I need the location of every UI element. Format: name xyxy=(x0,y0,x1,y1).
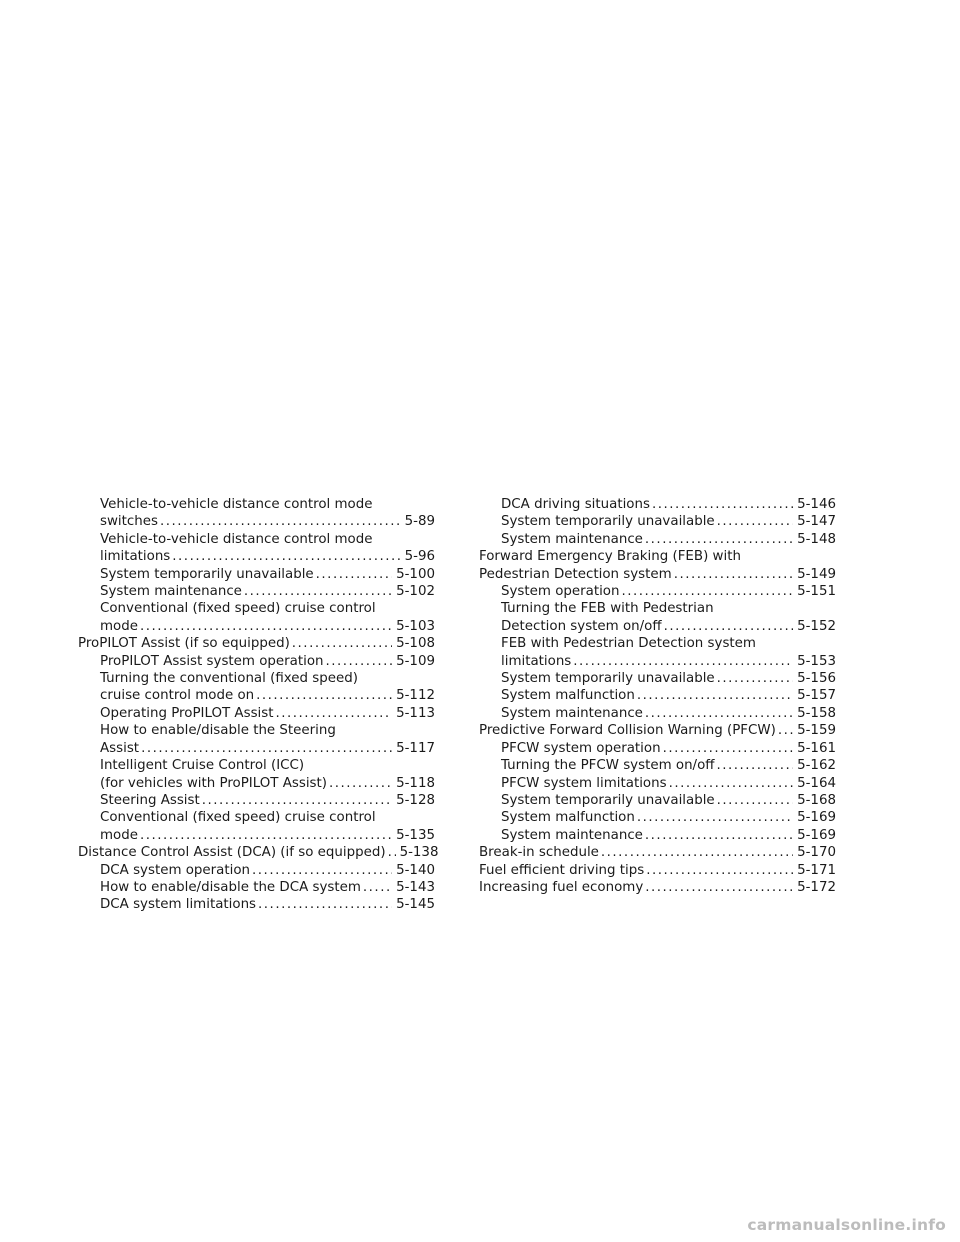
toc-entry-text: FEB with Pedestrian Detection system xyxy=(501,636,756,652)
toc-entry-text: Operating ProPILOT Assist xyxy=(100,705,274,721)
toc-entry-leader-row xyxy=(501,705,836,722)
toc-page-number: 5-143 xyxy=(396,879,435,895)
toc-entry-text: System temporarily unavailable xyxy=(100,566,314,582)
dot-leader xyxy=(674,566,793,583)
toc-entry-leader-row xyxy=(501,827,836,844)
toc-page-number: 5-148 xyxy=(797,531,836,547)
toc-entry-leader-row xyxy=(501,775,836,792)
toc-entry[interactable] xyxy=(78,531,435,566)
toc-page-number: 5-117 xyxy=(396,740,435,756)
toc-entry-leader-row xyxy=(501,583,836,600)
dot-leader xyxy=(717,670,793,687)
toc-entry[interactable] xyxy=(78,670,435,705)
dot-leader xyxy=(778,722,793,739)
toc-page-number: 5-103 xyxy=(396,618,435,634)
toc-entry[interactable] xyxy=(78,566,435,583)
toc-entry[interactable] xyxy=(78,792,435,809)
dot-leader xyxy=(637,687,793,704)
toc-entry-leader-row xyxy=(78,844,439,861)
toc-entry-text: mode xyxy=(100,618,138,634)
toc-entry-leader-row xyxy=(501,618,836,635)
toc-entry-text: Forward Emergency Braking (FEB) with xyxy=(479,549,741,565)
toc-page-number: 5-159 xyxy=(797,723,836,739)
toc-entry[interactable] xyxy=(78,862,435,879)
toc-entry[interactable] xyxy=(78,600,435,635)
toc-entry-leader-row xyxy=(501,670,836,687)
toc-entry-text: System temporarily unavailable xyxy=(501,671,715,687)
toc-page-number: 5-157 xyxy=(797,688,836,704)
toc-entry[interactable] xyxy=(479,792,836,809)
dot-leader xyxy=(663,740,793,757)
dot-leader xyxy=(292,635,392,652)
dot-leader xyxy=(645,531,793,548)
toc-entry[interactable] xyxy=(78,635,435,652)
toc-page-number: 5-147 xyxy=(797,514,836,530)
dot-leader xyxy=(140,618,392,635)
toc-entry-leader-row xyxy=(100,740,435,757)
toc-page-number: 5-168 xyxy=(797,792,836,808)
toc-entry[interactable] xyxy=(479,879,836,896)
toc-entry-leader-row xyxy=(100,862,435,879)
toc-page-number: 5-161 xyxy=(797,740,836,756)
toc-page-number: 5-102 xyxy=(396,584,435,600)
toc-entry-text: Turning the conventional (fixed speed) xyxy=(100,671,358,687)
dot-leader xyxy=(601,844,793,861)
toc-entry-text: Conventional (fixed speed) cruise control xyxy=(100,601,376,617)
toc-entry-text: System maintenance xyxy=(501,705,643,721)
toc-page-number: 5-151 xyxy=(797,584,836,600)
toc-page-number: 5-138 xyxy=(399,845,439,861)
toc-entry-text: DCA system operation xyxy=(100,862,251,878)
toc-entry-leader-row xyxy=(100,687,435,704)
toc-page-number: 5-169 xyxy=(797,810,836,826)
dot-leader xyxy=(637,809,793,826)
toc-entry-text: System operation xyxy=(501,584,620,600)
toc-entry-text: System maintenance xyxy=(501,827,643,843)
toc-entry-text: Fuel efficient driving tips xyxy=(479,862,645,878)
toc-entry-text: Conventional (fixed speed) cruise control xyxy=(100,810,376,826)
toc-entry-text: Predictive Forward Collision Warning (PFCW) xyxy=(479,723,776,739)
toc-entry-leader-row xyxy=(100,827,435,844)
toc-entry[interactable] xyxy=(479,862,836,879)
dot-leader xyxy=(252,862,392,879)
toc-entry-leader-row xyxy=(501,792,836,809)
toc-page-number: 5-113 xyxy=(396,705,435,721)
toc-entry[interactable] xyxy=(78,583,435,600)
toc-entry[interactable] xyxy=(78,879,435,896)
toc-page-number: 5-146 xyxy=(797,497,836,512)
toc-page-number: 5-89 xyxy=(404,514,435,530)
toc-entry-text: How to enable/disable the Steering xyxy=(100,723,336,739)
dot-leader xyxy=(645,879,793,896)
toc-page-number: 5-109 xyxy=(396,653,435,669)
toc-page-number: 5-169 xyxy=(797,827,836,843)
toc-page-number: 5-145 xyxy=(396,897,435,913)
toc-entry-text: System malfunction xyxy=(501,810,635,826)
toc-entry-text: Detection system on/off xyxy=(501,618,662,634)
toc-entry[interactable] xyxy=(479,600,836,635)
toc-entry-text: Increasing fuel economy xyxy=(479,879,644,895)
dot-leader xyxy=(316,566,392,583)
dot-leader xyxy=(256,687,392,704)
toc-entry[interactable] xyxy=(479,548,836,583)
dot-leader xyxy=(652,496,793,513)
toc-page-number: 5-128 xyxy=(396,792,435,808)
toc-entry-text: Distance Control Assist (DCA) (if so equipped) xyxy=(78,845,386,861)
toc-page-number: 5-153 xyxy=(797,653,836,669)
dot-leader xyxy=(276,705,393,722)
toc-page-number: 5-164 xyxy=(797,775,836,791)
toc-entry-text: System maintenance xyxy=(100,584,242,600)
dot-leader xyxy=(140,827,392,844)
toc-page-number: 5-158 xyxy=(797,705,836,721)
toc-entry-text: Vehicle-to-vehicle distance control mode xyxy=(100,497,373,512)
toc-column-left xyxy=(78,496,439,914)
toc-entry-text: Steering Assist xyxy=(100,792,200,808)
toc-entry[interactable] xyxy=(479,722,836,739)
toc-entry[interactable] xyxy=(479,513,836,530)
toc-entry-leader-row xyxy=(100,513,435,530)
toc-entry-leader-row xyxy=(501,687,836,704)
toc-entry-leader-row xyxy=(479,879,836,896)
toc-entry-text: System temporarily unavailable xyxy=(501,514,715,530)
toc-page-number: 5-135 xyxy=(396,827,435,843)
toc-entry[interactable] xyxy=(78,653,435,670)
toc-entry[interactable] xyxy=(78,757,435,792)
toc-page-number: 5-156 xyxy=(797,671,836,687)
toc-entry[interactable] xyxy=(479,687,836,704)
toc-entry-leader-row xyxy=(479,862,836,879)
dot-leader xyxy=(363,879,392,896)
toc-entry-text: Turning the PFCW system on/off xyxy=(501,758,715,774)
dot-leader xyxy=(326,653,393,670)
dot-leader xyxy=(621,583,793,600)
toc-entry-leader-row xyxy=(501,757,836,774)
toc-entry-text: Pedestrian Detection system xyxy=(479,566,672,582)
toc-entry-text: Assist xyxy=(100,740,140,756)
toc-entry[interactable] xyxy=(78,809,435,844)
toc-entry-leader-row xyxy=(100,548,435,565)
dot-leader xyxy=(717,792,793,809)
toc-page-number: 5-149 xyxy=(797,566,836,582)
toc-entry-text: System temporarily unavailable xyxy=(501,792,715,808)
toc-entry-leader-row xyxy=(100,653,435,670)
toc-entry-text: System malfunction xyxy=(501,688,635,704)
toc-entry-text: ProPILOT Assist (if so equipped) xyxy=(78,636,290,652)
site-watermark: carmanualsonline.info xyxy=(747,1216,946,1234)
toc-entry[interactable] xyxy=(479,809,836,826)
toc-entry[interactable] xyxy=(479,775,836,792)
toc-entry[interactable] xyxy=(479,757,836,774)
dot-leader xyxy=(141,740,392,757)
dot-leader xyxy=(258,896,392,913)
toc-page-number: 5-172 xyxy=(797,879,836,895)
toc-entry-leader-row xyxy=(479,844,836,861)
toc-page-number: 5-162 xyxy=(797,758,836,774)
toc-entry-text: Turning the FEB with Pedestrian xyxy=(501,601,714,617)
toc-entry-leader-row xyxy=(501,653,836,670)
toc-entry[interactable] xyxy=(479,740,836,757)
toc-entry-leader-row xyxy=(501,740,836,757)
toc-entry-text: DCA driving situations xyxy=(501,497,650,512)
dot-leader xyxy=(717,513,793,530)
toc-entry-leader-row xyxy=(100,566,435,583)
toc-entry-leader-row xyxy=(501,496,836,513)
toc-entry-leader-row xyxy=(501,513,836,530)
toc-entry-text: cruise control mode on xyxy=(100,688,255,704)
dot-leader xyxy=(573,653,793,670)
toc-entry-text: How to enable/disable the DCA system xyxy=(100,879,361,895)
toc-entry-leader-row xyxy=(479,722,836,739)
dot-leader xyxy=(244,583,392,600)
dot-leader xyxy=(172,548,400,565)
toc-entry[interactable] xyxy=(479,670,836,687)
toc-page-number: 5-171 xyxy=(797,862,836,878)
toc-entry-text: System maintenance xyxy=(501,531,643,547)
toc-entry-text: (for vehicles with ProPILOT Assist) xyxy=(100,775,327,791)
dot-leader xyxy=(716,757,793,774)
toc-entry-leader-row xyxy=(100,705,435,722)
toc-entry[interactable] xyxy=(479,827,836,844)
toc-page-number: 5-152 xyxy=(797,618,836,634)
toc-entry-text: switches xyxy=(100,514,158,530)
toc-page-number: 5-112 xyxy=(396,688,435,704)
toc-entry-text: PFCW system operation xyxy=(501,740,661,756)
toc-entry-leader-row xyxy=(78,635,435,652)
toc-entry[interactable] xyxy=(78,844,439,861)
toc-entry[interactable] xyxy=(78,496,435,531)
dot-leader xyxy=(160,513,401,530)
toc-entry[interactable] xyxy=(78,722,435,757)
toc-entry-text: limitations xyxy=(501,653,572,669)
toc-entry[interactable] xyxy=(479,583,836,600)
toc-page-number: 5-100 xyxy=(396,566,435,582)
dot-leader xyxy=(329,775,392,792)
dot-leader xyxy=(645,827,793,844)
toc-page-number: 5-170 xyxy=(797,845,836,861)
toc-page-number: 5-108 xyxy=(396,636,435,652)
toc-entry-leader-row xyxy=(100,775,435,792)
toc-page-number: 5-140 xyxy=(396,862,435,878)
toc-entry-leader-row xyxy=(100,583,435,600)
toc-column-right xyxy=(479,496,836,896)
toc-entry[interactable] xyxy=(479,705,836,722)
toc-entry[interactable] xyxy=(78,705,435,722)
dot-leader xyxy=(645,705,793,722)
toc-entry[interactable] xyxy=(479,496,836,513)
toc-page-number: 5-96 xyxy=(404,549,435,565)
toc-page-number: 5-118 xyxy=(396,775,435,791)
dot-leader xyxy=(388,844,396,861)
toc-entry-leader-row xyxy=(100,618,435,635)
toc-entry[interactable] xyxy=(479,531,836,548)
toc-entry[interactable] xyxy=(78,896,435,913)
toc-entry-text: Intelligent Cruise Control (ICC) xyxy=(100,758,305,774)
toc-entry-text: DCA system limitations xyxy=(100,897,257,913)
dot-leader xyxy=(664,618,793,635)
toc-entry-leader-row xyxy=(100,896,435,913)
toc-entry[interactable] xyxy=(479,635,836,670)
toc-entry-leader-row xyxy=(100,792,435,809)
toc-entry-text: mode xyxy=(100,827,138,843)
dot-leader xyxy=(202,792,392,809)
toc-entry-text: Break-in schedule xyxy=(479,845,599,861)
dot-leader xyxy=(646,862,793,879)
toc-entry-text: limitations xyxy=(100,549,171,565)
toc-entry-leader-row xyxy=(100,879,435,896)
toc-entry-leader-row xyxy=(501,809,836,826)
toc-entry-text: PFCW system limitations xyxy=(501,775,667,791)
toc-entry-leader-row xyxy=(501,531,836,548)
toc-entry-text: Vehicle-to-vehicle distance control mode xyxy=(100,531,373,547)
toc-entry-leader-row xyxy=(479,566,836,583)
dot-leader xyxy=(669,775,793,792)
toc-entry-text: ProPILOT Assist system operation xyxy=(100,653,324,669)
toc-entry[interactable] xyxy=(479,844,836,861)
